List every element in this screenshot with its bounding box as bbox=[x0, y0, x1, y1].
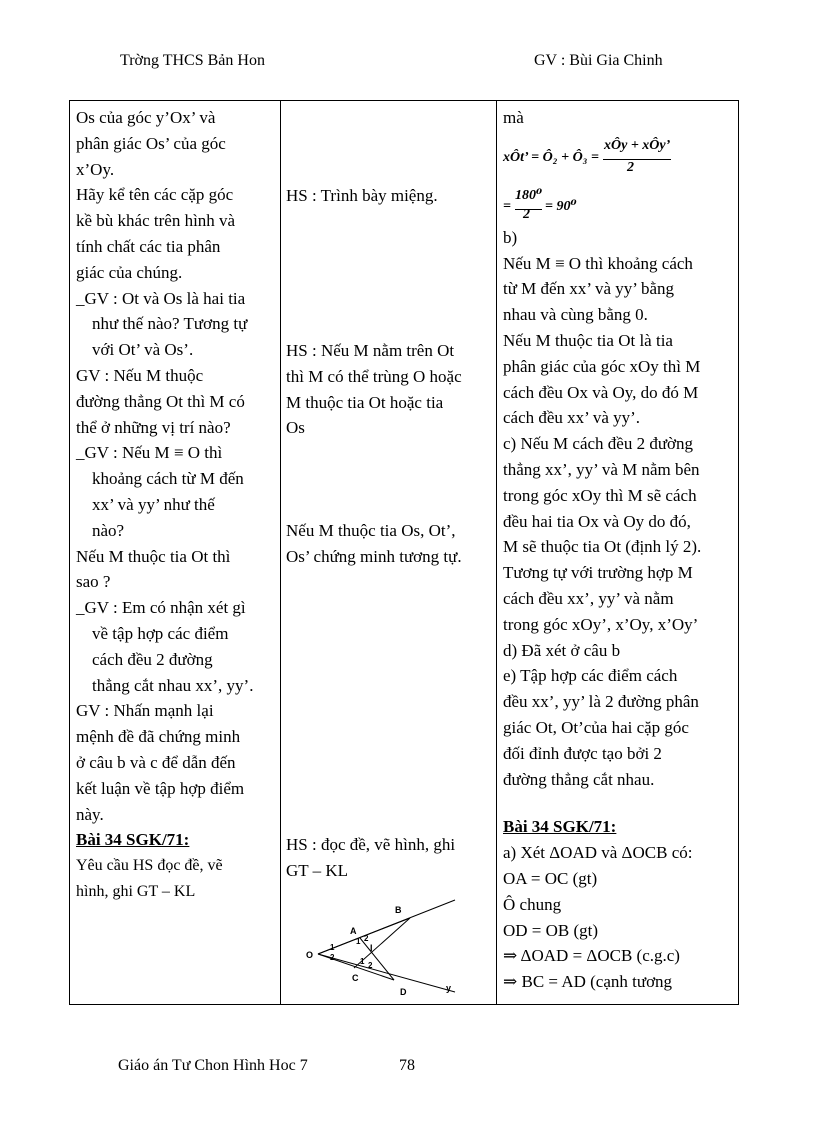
teacher-text-2 bbox=[76, 853, 276, 905]
text-line: nào? bbox=[92, 520, 125, 540]
text-line: đường thẳng Ot thì M có bbox=[76, 391, 245, 411]
text-line: kề bù khác trên hình và bbox=[76, 211, 236, 231]
text-line: cách đều xx’ và yy’. bbox=[503, 408, 641, 428]
text-line: đối đỉnh được tạo bởi 2 bbox=[503, 743, 662, 763]
text-line: a) Xét ΔOAD và ΔOCB có: bbox=[503, 843, 693, 863]
text-line: khoảng cách từ M đến bbox=[92, 469, 244, 489]
column-divider bbox=[496, 101, 497, 1004]
label-D: D bbox=[400, 987, 407, 997]
text-line: Os bbox=[286, 418, 305, 438]
exercise-title-2: Bài 34 SGK/71: bbox=[503, 817, 617, 837]
text-line: _GV : Em có nhận xét gì bbox=[76, 598, 246, 618]
column-divider bbox=[280, 101, 281, 1004]
text-line: cách đều Ox và Oy, do đó M bbox=[503, 382, 699, 402]
text-line: tính chất các tia phân bbox=[76, 236, 221, 256]
label-A: A bbox=[350, 926, 357, 936]
text-line: thẳng xx’, yy’ và M nằm bên bbox=[503, 459, 700, 479]
footer-title: Giáo án Tư Chon Hình Hoc 7 bbox=[118, 1057, 308, 1074]
text-line: này. bbox=[76, 804, 104, 824]
text-line: HS : Nếu M nằm trên Ot bbox=[286, 341, 455, 360]
text-line: OA = OC (gt) bbox=[503, 868, 598, 888]
text-line: cách đều 2 đường bbox=[92, 649, 213, 669]
header-school: Trờng THCS Bản Hon bbox=[120, 52, 265, 69]
text-line: ⇒ ΔOAD = ΔOCB (c.g.c) bbox=[503, 946, 680, 966]
text-line: HS : đọc đề, vẽ hình, ghi bbox=[286, 835, 456, 854]
text-line: mệnh đề đã chứng minh bbox=[76, 727, 241, 747]
exercise-title: Bài 34 SGK/71: bbox=[76, 830, 190, 850]
text-line: _GV : Ot và Os là hai tia bbox=[76, 288, 246, 308]
text-line: từ M đến xx’ và yy’ bằng bbox=[503, 279, 674, 299]
text-line: _GV : Nếu M ≡ O thì bbox=[76, 443, 223, 463]
angle-label: 2 bbox=[364, 934, 369, 943]
student-text-2 bbox=[286, 338, 462, 441]
text-line: GV : Nhấn mạnh lại bbox=[76, 701, 214, 721]
formula-1-numerator: xÔy + xÔy’ bbox=[603, 133, 671, 160]
text-line: như thế nào? Tương tự bbox=[92, 314, 248, 334]
student-text-1: HS : Trình bày miệng. bbox=[286, 186, 438, 205]
student-column bbox=[286, 101, 492, 1001]
text-line: x’Oy. bbox=[76, 159, 115, 179]
text-line: giác của chúng. bbox=[76, 262, 183, 282]
text-line: giác Ot, Ot’của hai cặp góc bbox=[503, 717, 689, 737]
text-line: phân giác của góc xOy thì M bbox=[503, 356, 701, 376]
angle-label: 1 bbox=[360, 957, 365, 966]
text-line: kết luận về tập hợp điểm bbox=[76, 778, 245, 798]
text-line: e) Tập hợp các điểm cách bbox=[503, 666, 678, 686]
formula-1-denominator: 2 bbox=[627, 159, 634, 175]
formula-2-result: = 90⁰ bbox=[545, 198, 577, 214]
angle-label: 1 bbox=[356, 937, 361, 946]
lesson-table bbox=[69, 100, 739, 1005]
text-line: thẳng cắt nhau xx’, yy’. bbox=[92, 675, 254, 695]
text-line: thể ở những vị trí nào? bbox=[76, 417, 231, 437]
label-y: y bbox=[446, 983, 452, 993]
geometry-figure bbox=[290, 888, 490, 998]
header-teacher: GV : Bùi Gia Chinh bbox=[534, 52, 663, 69]
text-line: Tương tự với trường hợp M bbox=[503, 563, 693, 583]
text-line: ⇒ BC = AD (cạnh tương bbox=[503, 972, 673, 992]
angle-label: 2 bbox=[330, 953, 335, 962]
formula-2-denominator: 2 bbox=[523, 206, 530, 222]
angle-label: 1 bbox=[330, 943, 335, 952]
label-I: I bbox=[370, 943, 373, 953]
text-line: cách đều xx’, yy’ và nằm bbox=[503, 588, 674, 608]
text-line: Nếu M ≡ O thì khoảng cách bbox=[503, 253, 693, 273]
student-text-3 bbox=[286, 518, 462, 570]
student-text-4 bbox=[286, 832, 455, 884]
text-line: đường thẳng cắt nhau. bbox=[503, 769, 655, 789]
text-line: Os’ chứng minh tương tự. bbox=[286, 546, 462, 566]
text-line: Nếu M thuộc tia Os, Ot’, bbox=[286, 521, 456, 540]
text-line: về tập hợp các điểm bbox=[92, 623, 229, 643]
text-line: trong góc xOy’, x’Oy, x’Oy’ bbox=[503, 614, 699, 634]
text-line: Yêu cầu HS đọc đề, vẽ bbox=[76, 857, 223, 875]
text-line: Os của góc y’Ox’ và bbox=[76, 108, 216, 127]
angle-label: 2 bbox=[368, 961, 373, 970]
content-column bbox=[503, 105, 735, 995]
proof-text bbox=[503, 840, 735, 995]
text-line: c) Nếu M cách đều 2 đường bbox=[503, 434, 694, 454]
text-line: OD = OB (gt) bbox=[503, 920, 599, 940]
text-line: GT – KL bbox=[286, 860, 349, 880]
text-line: d) Đã xét ở câu b bbox=[503, 640, 621, 660]
text-line: nhau và cùng bằng 0. bbox=[503, 305, 648, 325]
label-B: B bbox=[395, 905, 402, 915]
teacher-text bbox=[76, 105, 276, 827]
formula-1-lhs: xÔt’ = Ô₂ + Ô₃ = bbox=[503, 149, 600, 165]
text-line: Ô chung bbox=[503, 894, 562, 914]
text-line: Nếu M thuộc tia Ot thì bbox=[76, 546, 231, 566]
content-text bbox=[503, 225, 735, 793]
text-line: Hãy kể tên các cặp góc bbox=[76, 185, 234, 205]
text-line: M thuộc tia Ot hoặc tia bbox=[286, 392, 444, 412]
text-line: phân giác Os’ của góc bbox=[76, 133, 226, 153]
text-line: đều xx’, yy’ là 2 đường phân bbox=[503, 692, 699, 712]
text-line: thì M có thể trùng O hoặc bbox=[286, 366, 462, 386]
label-C: C bbox=[352, 973, 359, 983]
text-line: b) bbox=[503, 227, 518, 247]
teacher-column bbox=[76, 105, 276, 905]
formula-2-numerator: 180⁰ bbox=[515, 183, 542, 210]
text-line: GV : Nếu M thuộc bbox=[76, 365, 204, 385]
formula-1 bbox=[503, 131, 735, 181]
text-line: Nếu M thuộc tia Ot là tia bbox=[503, 330, 673, 350]
text-line: đều hai tia Ox và Oy do đó, bbox=[503, 511, 691, 531]
text-line: ở câu b và c để dẫn đến bbox=[76, 752, 236, 772]
text-line: với Ot’ và Os’. bbox=[92, 340, 194, 360]
text-line: hình, ghi GT – KL bbox=[76, 882, 196, 900]
text-line: sao ? bbox=[76, 572, 111, 592]
formula-2: = 180⁰ 2 = 90⁰ bbox=[503, 181, 735, 225]
page-number: 78 bbox=[399, 1057, 415, 1074]
text-line: xx’ và yy’ như thế bbox=[92, 494, 215, 514]
content-ma: mà bbox=[503, 108, 524, 127]
text-line: trong góc xOy thì M sẽ cách bbox=[503, 485, 697, 505]
label-O: O bbox=[306, 950, 314, 960]
text-line: M sẽ thuộc tia Ot (định lý 2). bbox=[503, 537, 702, 557]
